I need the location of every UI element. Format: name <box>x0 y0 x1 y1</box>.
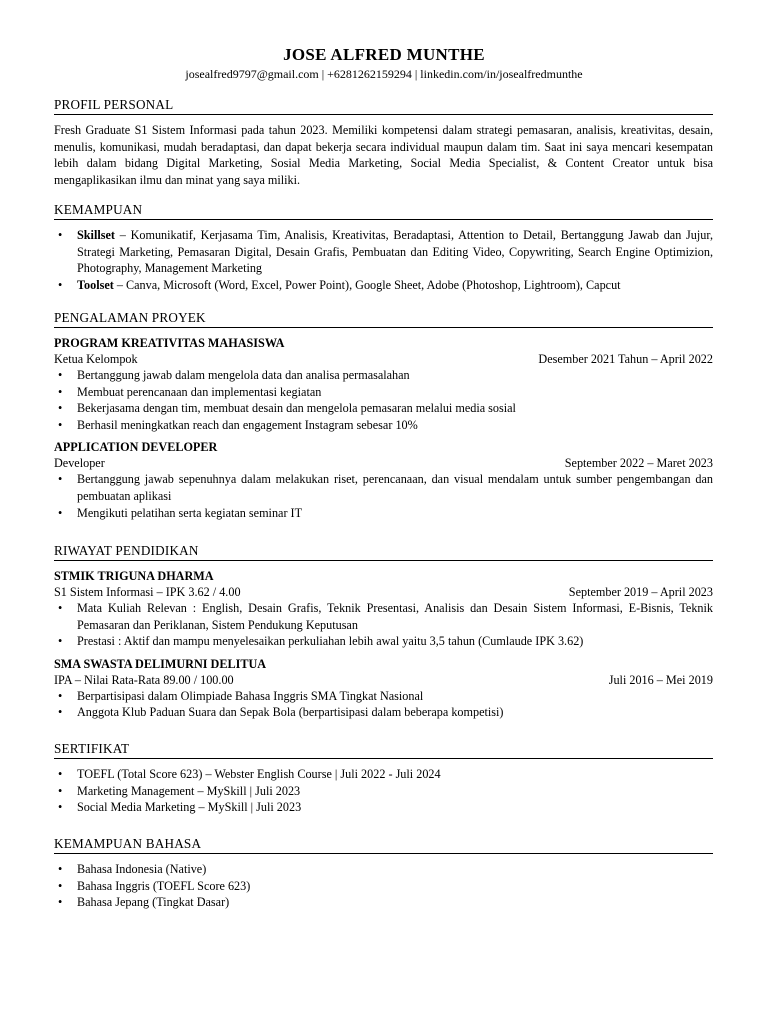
list-item: • Bekerjasama dengan tim, membuat desain dan mengelola pemasaran melalui media sosial <box>54 400 713 417</box>
education-period: September 2019 – April 2023 <box>568 585 713 599</box>
project-entry <box>54 439 713 521</box>
education-entry <box>54 656 713 721</box>
project-period: September 2022 – Maret 2023 <box>564 456 713 471</box>
education-detail: S1 Sistem Informasi – IPK 3.62 / 4.00 <box>54 585 241 599</box>
list-item: • Mengikuti pelatihan serta kegiatan seminar IT <box>54 505 713 522</box>
education-bullets <box>54 688 713 721</box>
project-name: APPLICATION DEVELOPER <box>54 440 218 455</box>
project-role: Developer <box>54 456 105 471</box>
list-item: • Bahasa Inggris (TOEFL Score 623) <box>54 878 713 895</box>
skills-section <box>54 201 713 293</box>
list-item: • TOEFL (Total Score 623) – Webster English Course | Juli 2022 - Juli 2024 <box>54 766 713 783</box>
skillset-text: – Komunikatif, Kerjasama Tim, Analisis, Kreativitas, Beradaptasi, Attention to Detail, Bertanggung Jawab dan Jujur, Strategi Marketing, Pemasaran Digital, Desain Grafis, Pembuatan dan Editing Video, Copywriting, Search Engine Optimizion, Photography, Management Marketing <box>77 228 713 276</box>
project-name: PROGRAM KREATIVITAS MAHASISWA <box>54 336 285 350</box>
education-detail: IPA – Nilai Rata-Rata 89.00 / 100.00 <box>54 672 234 687</box>
project-bullets <box>54 367 713 433</box>
education-bullets <box>54 600 713 650</box>
section-title: SERTIFIKAT <box>54 740 713 759</box>
project-bullets <box>54 471 713 521</box>
list-item: • Berhasil meningkatkan reach dan engagement Instagram sebesar 10% <box>54 417 713 434</box>
skillset-label: Skillset <box>77 228 115 242</box>
list-item: • Bahasa Jepang (Tingkat Dasar) <box>54 894 713 911</box>
section-title: RIWAYAT PENDIDIKAN <box>54 542 713 561</box>
list-item: • Marketing Management – MySkill | Juli 2023 <box>54 783 713 800</box>
profile-text: Fresh Graduate S1 Sistem Informasi pada tahun 2023. Memiliki kompetensi dalam strategi pemasaran, analisis, kreativitas, desain, menulis, komunikasi, mudah beradaptasi, dan dapat bekerja secara individual maupun dalam tim. Saat ini saya mencari kesempatan lebih dalam bidang Digital Marketing, Sosial Media Marketing, Social Media Specialist, & Content Creator untuk bisa mengaplikasikan ilmu dan minat yang saya miliki. <box>54 123 713 187</box>
list-item: • Bahasa Indonesia (Native) <box>54 861 713 878</box>
list-item: • Anggota Klub Paduan Suara dan Sepak Bola (berpartisipasi dalam beberapa kompetisi) <box>54 704 713 721</box>
school-name: SMA SWASTA DELIMURNI DELITUA <box>54 656 267 671</box>
list-item: • Membuat perencanaan dan implementasi kegiatan <box>54 384 713 401</box>
school-name: STMIK TRIGUNA DHARMA <box>54 569 214 583</box>
toolset-text: – Canva, Microsoft (Word, Excel, Power Point), Google Sheet, Adobe (Photoshop, Lightroom), Capcut <box>113 277 621 292</box>
skillset-item <box>54 227 713 277</box>
projects-section <box>54 309 713 521</box>
section-title: PROFIL PERSONAL <box>54 96 713 115</box>
education-section <box>54 542 713 721</box>
list-item: • Prestasi : Aktif dan mampu menyelesaikan perkuliahan lebih awal yaitu 3,5 tahun (Cumlaude IPK 3.62) <box>54 633 713 650</box>
list-item: • Bertanggung jawab sepenuhnya dalam melakukan riset, perencanaan, dan visual mendalam untuk sumber pengembangan dan pembuatan aplikasi <box>54 471 713 504</box>
toolset-label: Toolset <box>77 277 114 292</box>
toolset-item <box>54 277 713 294</box>
section-title: PENGALAMAN PROYEK <box>54 309 713 328</box>
education-entry <box>54 568 713 650</box>
skills-list <box>54 227 713 293</box>
project-entry <box>54 335 713 433</box>
list-item: • Bertanggung jawab dalam mengelola data dan analisa permasalahan <box>54 367 713 384</box>
list-item: • Mata Kuliah Relevan : English, Desain Grafis, Teknik Presentasi, Analisis dan Desain Sistem Informasi, E-Bisnis, Teknik Pemasaran dan Periklanan, Sistem Pendukung Keputusan <box>54 600 713 633</box>
contact-line: josealfred9797@gmail.com | +6281262159294 | linkedin.com/in/josealfredmunthe <box>185 67 583 81</box>
languages-section <box>54 835 713 911</box>
profile-section <box>54 96 713 188</box>
candidate-name: JOSE ALFRED MUNTHE <box>283 45 485 64</box>
certificates-section <box>54 740 713 816</box>
list-item: • Social Media Marketing – MySkill | Juli 2023 <box>54 799 713 816</box>
project-role: Ketua Kelompok <box>54 352 138 366</box>
languages-list <box>54 861 713 911</box>
list-item: • Berpartisipasi dalam Olimpiade Bahasa Inggris SMA Tingkat Nasional <box>54 688 713 705</box>
section-title: KEMAMPUAN <box>54 201 713 220</box>
certificates-list <box>54 766 713 816</box>
education-period: Juli 2016 – Mei 2019 <box>608 672 713 687</box>
project-period: Desember 2021 Tahun – April 2022 <box>538 352 713 366</box>
section-title: KEMAMPUAN BAHASA <box>54 835 713 854</box>
